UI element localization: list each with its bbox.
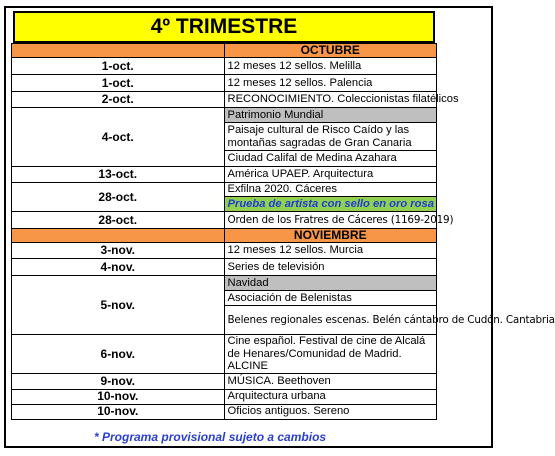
stamp-schedule-table	[11, 43, 555, 420]
row-date: 4-oct.	[12, 108, 225, 167]
month-header-november	[12, 229, 437, 243]
table-row	[12, 404, 437, 419]
month-date-cell	[12, 44, 225, 58]
table-row	[12, 373, 437, 389]
row-date: 2-oct.	[12, 92, 225, 108]
row-date: 1-oct.	[12, 75, 225, 92]
month-label: NOVIEMBRE	[224, 229, 437, 243]
table-row	[12, 75, 437, 92]
row-date: 9-nov.	[12, 373, 225, 389]
table-row	[12, 335, 437, 374]
row-date: 10-nov.	[12, 389, 225, 404]
table-row	[12, 58, 437, 75]
row-text: Orden de los Fratres de Cáceres (1169-2019)	[224, 212, 437, 229]
row-text: RECONOCIMIENTO. Coleccionistas filatélicos	[224, 92, 437, 108]
schedule-frame	[4, 6, 555, 448]
row-date: 28-oct.	[12, 183, 225, 212]
row-text: Cine español. Festival de cine de Alcalá de Henares/Comunidad de Madrid. ALCINE	[224, 335, 437, 374]
row-date: 10-nov.	[12, 404, 225, 419]
row-date: 4-nov.	[12, 259, 225, 276]
page-title: 4º TRIMESTRE	[13, 11, 435, 43]
row-text: América UPAEP. Arquitectura	[224, 167, 437, 183]
month-date-cell	[12, 229, 225, 243]
table-row	[12, 108, 437, 123]
row-text: Exfilna 2020. Cáceres	[224, 183, 437, 197]
group-label: Navidad	[224, 276, 437, 291]
row-text: 12 meses 12 sellos. Melilla	[224, 58, 437, 75]
table-row	[12, 183, 437, 197]
row-text: Oficios antiguos. Sereno	[224, 404, 437, 419]
row-text: Ciudad Califal de Medina Azahara	[224, 151, 437, 167]
group-label: Patrimonio Mundial	[224, 108, 437, 123]
table-row	[12, 243, 437, 259]
row-text: Asociación de Belenistas	[224, 291, 437, 306]
row-text: 12 meses 12 sellos. Palencia	[224, 75, 437, 92]
table-row	[12, 212, 437, 229]
row-date: 3-nov.	[12, 243, 225, 259]
row-text: Series de televisión	[224, 259, 437, 276]
table-row	[12, 259, 437, 276]
row-date: 1-oct.	[12, 58, 225, 75]
table-row	[12, 276, 437, 291]
footnote: * Programa provisional sujeto a cambios	[94, 430, 327, 444]
row-text: Belenes regionales escenas. Belén cántabro de Cudón. Cantabria	[224, 306, 437, 335]
month-header-october	[12, 44, 437, 58]
row-text: MÚSICA. Beethoven	[224, 373, 437, 389]
row-date: 6-nov.	[12, 335, 225, 374]
highlight-note: Prueba de artista con sello en oro rosa	[224, 197, 437, 212]
table-row	[12, 92, 437, 108]
table-row	[12, 167, 437, 183]
row-text: Arquitectura urbana	[224, 389, 437, 404]
month-label: OCTUBRE	[224, 44, 437, 58]
row-date: 28-oct.	[12, 212, 225, 229]
row-text: 12 meses 12 sellos. Murcia	[224, 243, 437, 259]
row-date: 5-nov.	[12, 276, 225, 335]
row-text: Paisaje cultural de Risco Caído y las montañas sagradas de Gran Canaria	[224, 123, 437, 151]
row-date: 13-oct.	[12, 167, 225, 183]
table-row	[12, 389, 437, 404]
